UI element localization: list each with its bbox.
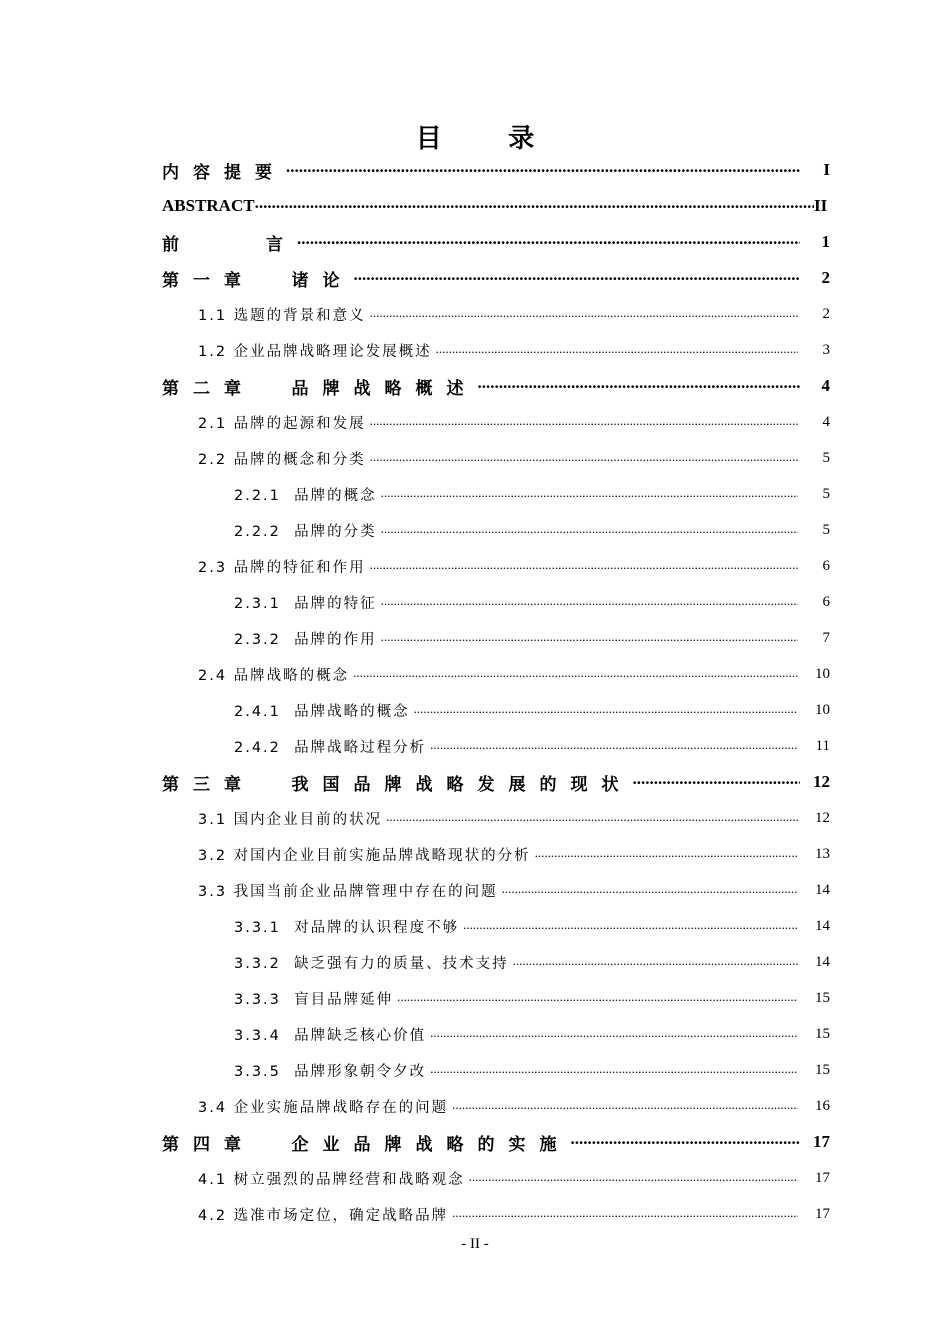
toc-entry-label: 3.3.1 对品牌的认识程度不够 (234, 919, 460, 936)
toc-entry-section[interactable] (162, 800, 832, 836)
toc-entry-page: 3 (822, 341, 830, 358)
toc-entry-subsection[interactable] (162, 620, 832, 656)
toc-entry-label: 1.1 选题的背景和意义 (198, 307, 366, 324)
toc-entry-preface[interactable] (162, 224, 832, 260)
toc-entry-label: 2.2 品牌的概念和分类 (198, 451, 366, 468)
toc-entry-label: 4.1 树立强烈的品牌经营和战略观念 (198, 1171, 465, 1188)
toc-entry-label: 2.2.2 品牌的分类 (234, 523, 377, 540)
toc-entry-page: 6 (822, 557, 830, 574)
toc-entry-page: 16 (815, 1097, 830, 1114)
page-number-footer: - II - (461, 1236, 489, 1252)
leader-dots (502, 881, 798, 899)
toc-entry-section[interactable] (162, 440, 832, 476)
toc-entry-subsection[interactable] (162, 1052, 832, 1088)
page-title: 目 录 (415, 124, 565, 153)
toc-entry-page: 15 (815, 989, 830, 1006)
toc-entry-page: 5 (822, 521, 830, 538)
toc-entry-page: I (823, 160, 830, 179)
toc-entry-page: 5 (822, 449, 830, 466)
leader-dots (381, 521, 798, 539)
toc-entry-page: 14 (815, 881, 830, 898)
leader-dots (513, 953, 798, 971)
leader-dots (381, 629, 798, 647)
toc-entry-label: 3.4 企业实施品牌战略存在的问题 (198, 1099, 449, 1116)
toc-entry-section[interactable] (162, 296, 832, 332)
leader-dots (353, 665, 798, 683)
leader-dots (571, 1133, 801, 1151)
leader-dots (297, 233, 800, 251)
leader-dots (478, 377, 801, 395)
toc-entry-section[interactable] (162, 872, 832, 908)
toc-entry-page: 7 (822, 629, 830, 646)
toc-entry-page: 14 (815, 953, 830, 970)
toc-entry-label: 4.2 选准市场定位，确定战略品牌 (198, 1207, 449, 1224)
toc-entry-subsection[interactable] (162, 692, 832, 728)
toc-entry-subsection[interactable] (162, 908, 832, 944)
toc-entry-subsection[interactable] (162, 728, 832, 764)
toc-entry-page: 12 (813, 772, 830, 791)
toc-entry-label: 2.2.1 品牌的概念 (234, 487, 377, 504)
toc-entry-label: 3.3.3 盲目品牌延伸 (234, 991, 394, 1008)
toc-entry-label: 内容提要 (162, 162, 286, 182)
leader-dots (370, 449, 798, 467)
toc-entry-label: 2.3.1 品牌的特征 (234, 595, 377, 612)
toc-entry-label: 前 言 (162, 234, 297, 254)
table-of-contents (162, 152, 832, 1232)
toc-entry-section[interactable] (162, 1196, 832, 1232)
leader-dots (381, 485, 798, 503)
toc-entry-page: 17 (813, 1132, 830, 1151)
toc-entry-label: 2.3 品牌的特征和作用 (198, 559, 366, 576)
toc-entry-subsection[interactable] (162, 944, 832, 980)
leader-dots (397, 989, 798, 1007)
leader-dots (535, 845, 798, 863)
toc-entry-section[interactable] (162, 836, 832, 872)
toc-entry-page: 15 (815, 1061, 830, 1078)
toc-entry-page: 5 (822, 485, 830, 502)
toc-entry-page: 10 (815, 665, 830, 682)
leader-dots (436, 341, 798, 359)
toc-entry-label: 3.1 国内企业目前的状况 (198, 811, 383, 828)
toc-entry-page: 13 (815, 845, 830, 862)
toc-entry-label: 2.3.2 品牌的作用 (234, 631, 377, 648)
toc-entry-chapter-4[interactable] (162, 1124, 832, 1160)
toc-entry-section[interactable] (162, 1160, 832, 1196)
toc-entry-page: 10 (815, 701, 830, 718)
toc-entry-subsection[interactable] (162, 512, 832, 548)
leader-dots (414, 701, 798, 719)
toc-entry-page: II (814, 196, 828, 215)
toc-entry-page: 15 (815, 1025, 830, 1042)
toc-entry-chapter-2[interactable] (162, 368, 832, 404)
leader-dots (255, 197, 814, 215)
toc-entry-label: 3.3.5 品牌形象朝令夕改 (234, 1063, 427, 1080)
toc-entry-label: 第三章 我国品牌战略发展的现状 (162, 774, 633, 794)
leader-dots (430, 1061, 798, 1079)
toc-entry-chapter-3[interactable] (162, 764, 832, 800)
leader-dots (386, 809, 798, 827)
leader-dots (633, 773, 801, 791)
leader-dots (354, 269, 801, 287)
toc-entry-page: 1 (821, 232, 830, 251)
leader-dots (452, 1205, 798, 1223)
toc-entry-page: 17 (815, 1205, 830, 1222)
leader-dots (430, 1025, 798, 1043)
leader-dots (370, 557, 798, 575)
toc-entry-page: 2 (821, 268, 830, 287)
toc-entry-label: 第一章 诸论 (162, 270, 354, 290)
toc-entry-subsection[interactable] (162, 584, 832, 620)
toc-entry-page: 2 (822, 305, 830, 322)
toc-entry-section[interactable] (162, 656, 832, 692)
toc-entry-page: 4 (822, 413, 830, 430)
toc-entry-label: 3.3 我国当前企业品牌管理中存在的问题 (198, 883, 498, 900)
toc-entry-label: 2.4 品牌战略的概念 (198, 667, 350, 684)
leader-dots (469, 1169, 798, 1187)
toc-entry-label: 2.1 品牌的起源和发展 (198, 415, 366, 432)
toc-entry-section[interactable] (162, 332, 832, 368)
toc-entry-page: 6 (822, 593, 830, 610)
toc-entry-abstract[interactable] (162, 188, 832, 224)
toc-entry-chapter-1[interactable] (162, 260, 832, 296)
toc-entry-label: 第二章 品牌战略概述 (162, 378, 478, 398)
toc-entry-label: 2.4.2 品牌战略过程分析 (234, 739, 427, 756)
toc-entry-page: 17 (815, 1169, 830, 1186)
toc-entry-page: 4 (821, 376, 830, 395)
toc-entry-label: 第四章 企业品牌战略的实施 (162, 1134, 571, 1154)
toc-entry-summary[interactable] (162, 152, 832, 188)
toc-entry-label: 3.2 对国内企业目前实施品牌战略现状的分析 (198, 847, 531, 864)
leader-dots (286, 161, 800, 179)
leader-dots (370, 413, 798, 431)
toc-entry-section[interactable] (162, 404, 832, 440)
leader-dots (430, 737, 798, 755)
leader-dots (463, 917, 798, 935)
toc-entry-section[interactable] (162, 1088, 832, 1124)
toc-entry-subsection[interactable] (162, 980, 832, 1016)
toc-entry-label: 3.3.2 缺乏强有力的质量、技术支持 (234, 955, 509, 972)
leader-dots (452, 1097, 798, 1115)
toc-entry-label: 3.3.4 品牌缺乏核心价值 (234, 1027, 427, 1044)
toc-entry-subsection[interactable] (162, 1016, 832, 1052)
leader-dots (381, 593, 798, 611)
toc-entry-label: ABSTRACT (162, 196, 255, 215)
leader-dots (370, 305, 798, 323)
toc-entry-label: 1.2 企业品牌战略理论发展概述 (198, 343, 432, 360)
toc-entry-subsection[interactable] (162, 476, 832, 512)
toc-entry-page: 14 (815, 917, 830, 934)
toc-entry-label: 2.4.1 品牌战略的概念 (234, 703, 410, 720)
toc-entry-page: 11 (815, 737, 830, 754)
toc-entry-page: 12 (815, 809, 830, 826)
toc-entry-section[interactable] (162, 548, 832, 584)
